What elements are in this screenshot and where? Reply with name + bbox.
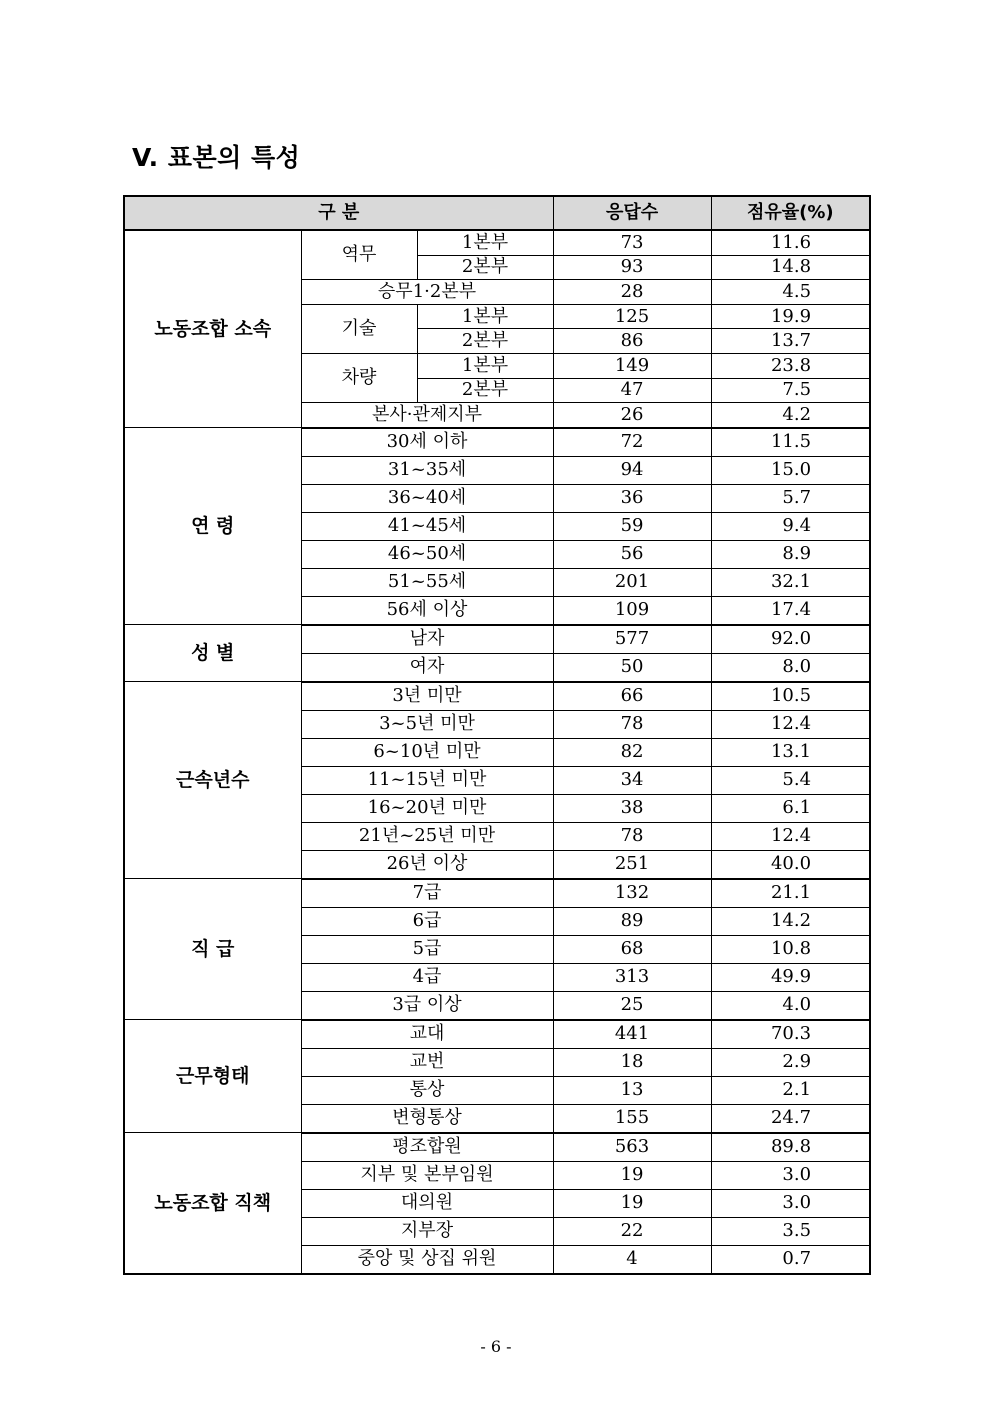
sample-characteristics-table xyxy=(123,195,871,1275)
row-count: 38 xyxy=(553,794,711,822)
row-rate: 5.4 xyxy=(711,766,870,794)
row-rate: 23.8 xyxy=(711,353,870,378)
row-count: 68 xyxy=(553,935,711,963)
row-rate: 11.5 xyxy=(711,428,870,457)
section-title: V. 표본의 특성 xyxy=(132,143,301,172)
table-row xyxy=(124,625,870,654)
row-count: 19 xyxy=(553,1189,711,1217)
table-row xyxy=(124,428,870,457)
row-count: 78 xyxy=(553,822,711,850)
row-count: 78 xyxy=(553,710,711,738)
row-label: 6~10년 미만 xyxy=(301,738,553,766)
row-rate: 2.9 xyxy=(711,1048,870,1076)
row-label: 2본부 xyxy=(417,378,553,403)
row-rate: 4.5 xyxy=(711,280,870,305)
row-count: 13 xyxy=(553,1076,711,1104)
row-count: 155 xyxy=(553,1104,711,1133)
header-rate: 점유율(%) xyxy=(711,196,870,230)
row-rate: 13.7 xyxy=(711,329,870,354)
row-count: 47 xyxy=(553,378,711,403)
row-label: 4급 xyxy=(301,963,553,991)
row-count: 86 xyxy=(553,329,711,354)
row-label: 2본부 xyxy=(417,255,553,280)
row-count: 132 xyxy=(553,879,711,908)
row-count: 89 xyxy=(553,907,711,935)
row-rate: 4.0 xyxy=(711,991,870,1020)
row-label: 여자 xyxy=(301,653,553,682)
group-category: 직 급 xyxy=(124,879,301,1020)
row-rate: 19.9 xyxy=(711,304,870,329)
group-category: 성 별 xyxy=(124,625,301,682)
row-label: 1본부 xyxy=(417,230,553,255)
row-rate: 3.5 xyxy=(711,1217,870,1245)
row-label: 21년~25년 미만 xyxy=(301,822,553,850)
row-count: 50 xyxy=(553,653,711,682)
row-rate: 8.9 xyxy=(711,540,870,568)
row-count: 72 xyxy=(553,428,711,457)
row-rate: 13.1 xyxy=(711,738,870,766)
table-row xyxy=(124,1020,870,1049)
row-count: 36 xyxy=(553,484,711,512)
table-row xyxy=(124,230,870,255)
header-category: 구 분 xyxy=(124,196,553,230)
row-rate: 12.4 xyxy=(711,822,870,850)
row-count: 18 xyxy=(553,1048,711,1076)
row-rate: 11.6 xyxy=(711,230,870,255)
row-count: 26 xyxy=(553,403,711,428)
row-label: 지부장 xyxy=(301,1217,553,1245)
row-rate: 9.4 xyxy=(711,512,870,540)
row-count: 82 xyxy=(553,738,711,766)
row-rate: 2.1 xyxy=(711,1076,870,1104)
row-label: 2본부 xyxy=(417,329,553,354)
row-rate: 49.9 xyxy=(711,963,870,991)
row-label: 5급 xyxy=(301,935,553,963)
row-rate: 21.1 xyxy=(711,879,870,908)
row-rate: 32.1 xyxy=(711,568,870,596)
row-label: 남자 xyxy=(301,625,553,654)
row-count: 22 xyxy=(553,1217,711,1245)
row-rate: 15.0 xyxy=(711,456,870,484)
row-label: 11~15년 미만 xyxy=(301,766,553,794)
row-label: 6급 xyxy=(301,907,553,935)
row-label: 3~5년 미만 xyxy=(301,710,553,738)
row-rate: 8.0 xyxy=(711,653,870,682)
row-rate: 3.0 xyxy=(711,1161,870,1189)
row-count: 109 xyxy=(553,596,711,625)
row-count: 34 xyxy=(553,766,711,794)
row-label: 1본부 xyxy=(417,353,553,378)
row-label: 46~50세 xyxy=(301,540,553,568)
row-count: 56 xyxy=(553,540,711,568)
page-number: - 6 - xyxy=(480,1337,512,1356)
row-label: 26년 이상 xyxy=(301,850,553,879)
row-label: 1본부 xyxy=(417,304,553,329)
group-category: 노동조합 소속 xyxy=(124,230,301,428)
table-header-row xyxy=(124,196,870,230)
row-rate: 4.2 xyxy=(711,403,870,428)
row-rate: 92.0 xyxy=(711,625,870,654)
row-label: 3년 미만 xyxy=(301,682,553,711)
row-rate: 0.7 xyxy=(711,1245,870,1274)
row-count: 251 xyxy=(553,850,711,879)
row-rate: 24.7 xyxy=(711,1104,870,1133)
table-row xyxy=(124,1133,870,1162)
row-count: 4 xyxy=(553,1245,711,1274)
row-count: 59 xyxy=(553,512,711,540)
row-label: 51~55세 xyxy=(301,568,553,596)
row-label: 지부 및 본부임원 xyxy=(301,1161,553,1189)
table-row xyxy=(124,879,870,908)
row-count: 125 xyxy=(553,304,711,329)
row-label: 7급 xyxy=(301,879,553,908)
group-category: 연 령 xyxy=(124,428,301,625)
row-label: 56세 이상 xyxy=(301,596,553,625)
row-rate: 89.8 xyxy=(711,1133,870,1162)
row-rate: 7.5 xyxy=(711,378,870,403)
row-rate: 17.4 xyxy=(711,596,870,625)
row-count: 28 xyxy=(553,280,711,305)
row-rate: 14.8 xyxy=(711,255,870,280)
row-rate: 12.4 xyxy=(711,710,870,738)
row-label: 통상 xyxy=(301,1076,553,1104)
row-label: 변형통상 xyxy=(301,1104,553,1133)
row-rate: 14.2 xyxy=(711,907,870,935)
row-label: 교번 xyxy=(301,1048,553,1076)
row-rate: 70.3 xyxy=(711,1020,870,1049)
subgroup-label: 역무 xyxy=(301,230,417,280)
row-count: 149 xyxy=(553,353,711,378)
group-category: 노동조합 직책 xyxy=(124,1133,301,1274)
group-category: 근속년수 xyxy=(124,682,301,879)
row-count: 73 xyxy=(553,230,711,255)
row-rate: 5.7 xyxy=(711,484,870,512)
row-label: 16~20년 미만 xyxy=(301,794,553,822)
row-rate: 40.0 xyxy=(711,850,870,879)
row-count: 441 xyxy=(553,1020,711,1049)
row-count: 577 xyxy=(553,625,711,654)
row-count: 563 xyxy=(553,1133,711,1162)
row-label: 본사·관제지부 xyxy=(301,403,553,428)
row-count: 94 xyxy=(553,456,711,484)
row-label: 평조합원 xyxy=(301,1133,553,1162)
row-label: 30세 이하 xyxy=(301,428,553,457)
subgroup-label: 차량 xyxy=(301,353,417,402)
row-count: 25 xyxy=(553,991,711,1020)
row-label: 대의원 xyxy=(301,1189,553,1217)
table-row xyxy=(124,682,870,711)
row-label: 41~45세 xyxy=(301,512,553,540)
row-count: 66 xyxy=(553,682,711,711)
row-label: 31~35세 xyxy=(301,456,553,484)
subgroup-label: 기술 xyxy=(301,304,417,353)
row-rate: 10.8 xyxy=(711,935,870,963)
row-label: 중앙 및 상집 위원 xyxy=(301,1245,553,1274)
row-label: 교대 xyxy=(301,1020,553,1049)
row-count: 93 xyxy=(553,255,711,280)
row-label: 승무1·2본부 xyxy=(301,280,553,305)
row-count: 201 xyxy=(553,568,711,596)
row-rate: 6.1 xyxy=(711,794,870,822)
row-label: 36~40세 xyxy=(301,484,553,512)
row-count: 19 xyxy=(553,1161,711,1189)
group-category: 근무형태 xyxy=(124,1020,301,1133)
row-count: 313 xyxy=(553,963,711,991)
header-count: 응답수 xyxy=(553,196,711,230)
row-rate: 3.0 xyxy=(711,1189,870,1217)
row-label: 3급 이상 xyxy=(301,991,553,1020)
row-rate: 10.5 xyxy=(711,682,870,711)
